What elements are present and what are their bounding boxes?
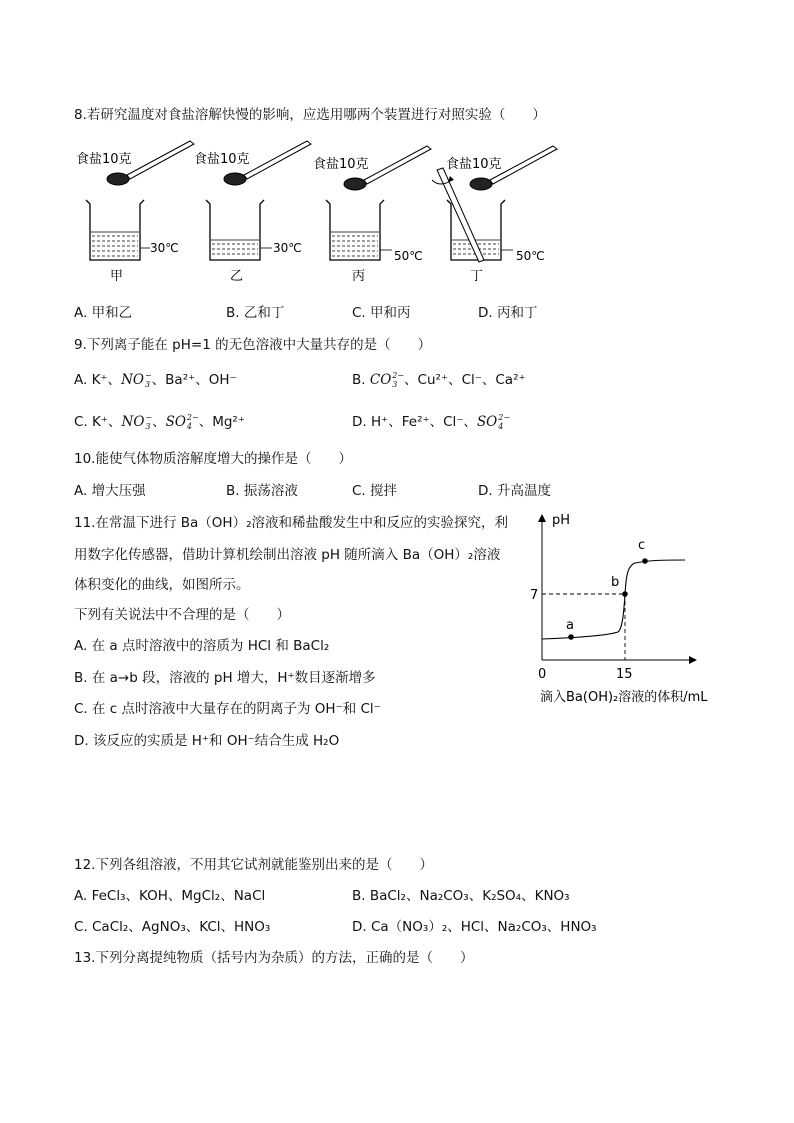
name-ding: 丁 — [470, 269, 484, 284]
spoon-yi — [224, 173, 246, 185]
ion-so4-base-c: SO — [165, 414, 186, 430]
ion-so4-charge-c: 2− — [186, 413, 199, 422]
spoon-ding — [470, 178, 492, 190]
q9-b-prefix: B. — [352, 372, 370, 388]
ion-no3-sub: 3 — [144, 379, 151, 389]
q9-c-mid: 、 — [152, 414, 166, 430]
salt-label-jia: 食盐10克 — [76, 152, 132, 167]
q11-ph-graph — [525, 508, 735, 708]
y-axis-label: pH — [552, 513, 571, 528]
q10-option-a[interactable]: A. 增大压强 — [74, 483, 146, 499]
ph-curve — [542, 560, 685, 639]
q11-option-d[interactable]: D. 该反应的实质是 H⁺和 OH⁻结合生成 H₂O — [74, 733, 340, 749]
setup-jia — [76, 141, 194, 284]
q10-option-c[interactable]: C. 搅拌 — [352, 483, 398, 499]
x-origin: 0 — [538, 667, 547, 682]
point-b-label: b — [611, 575, 620, 590]
temp-bing: 50℃ — [394, 249, 423, 263]
ion-no3-charge: − — [144, 371, 152, 380]
point-a-label: a — [566, 618, 574, 633]
spoon-bing — [344, 178, 366, 190]
temp-yi: 30℃ — [273, 241, 302, 255]
q8-option-a[interactable]: A. 甲和乙 — [74, 305, 133, 321]
q9-option-b[interactable] — [352, 368, 526, 389]
q10-option-d[interactable]: D. 升高温度 — [478, 483, 551, 499]
q9-a-rest: 、Ba²⁺、OH⁻ — [151, 372, 237, 388]
no3-ion — [121, 372, 152, 389]
q9-d-prefix: D. H⁺、Fe²⁺、Cl⁻、 — [352, 414, 477, 430]
so4-ion-d — [477, 414, 510, 431]
salt-label-ding: 食盐10克 — [446, 157, 502, 172]
q12-option-d[interactable]: D. Ca（NO₃）₂、HCl、Na₂CO₃、HNO₃ — [352, 919, 597, 935]
q11-stem-line3: 体积变化的曲线，如图所示。 — [74, 577, 250, 593]
salt-label-yi: 食盐10克 — [194, 152, 250, 167]
q12-stem: 12.下列各组溶液，不用其它试剂就能鉴别出来的是（ ） — [74, 857, 433, 873]
ion-so4-sub-d: 4 — [498, 421, 504, 431]
q8-option-d[interactable]: D. 丙和丁 — [478, 305, 538, 321]
q9-option-a[interactable] — [74, 368, 237, 389]
q9-option-c[interactable] — [74, 410, 245, 431]
ion-no3-base-c: NO — [121, 414, 145, 430]
ion-so4-base-d: SO — [476, 414, 498, 430]
q9-b-rest: 、Cu²⁺、Cl⁻、Ca²⁺ — [404, 372, 526, 388]
ion-so4-sub-c: 4 — [186, 421, 193, 431]
ion-co3-charge: 2− — [392, 371, 405, 380]
q9-option-d[interactable] — [352, 410, 510, 431]
spoon-jia — [107, 173, 129, 185]
q11-stem-line1: 11.在常温下进行 Ba（OH）₂溶液和稀盐酸发生中和反应的实验探究，利 — [74, 515, 508, 531]
ion-so4-charge-d: 2− — [498, 413, 511, 422]
point-c-dot — [642, 558, 648, 564]
q11-option-c[interactable]: C. 在 c 点时溶液中大量存在的阴离子为 OH⁻和 Cl⁻ — [74, 701, 381, 717]
x-axis-caption: 滴入Ba(OH)₂溶液的体积/mL — [540, 690, 708, 705]
ion-no3-sub-c: 3 — [145, 421, 151, 431]
setup-ding — [432, 146, 557, 284]
no3-ion-c — [122, 414, 153, 431]
name-bing: 丙 — [352, 269, 366, 284]
point-a-dot — [568, 634, 574, 640]
q12-option-c[interactable]: C. CaCl₂、AgNO₃、KCl、HNO₃ — [74, 919, 271, 935]
q11-option-a[interactable]: A. 在 a 点时溶液中的溶质为 HCl 和 BaCl₂ — [74, 638, 330, 654]
temp-ding: 50℃ — [516, 249, 545, 263]
q12-option-a[interactable]: A. FeCl₃、KOH、MgCl₂、NaCl — [74, 888, 266, 904]
q8-apparatus-figure — [70, 132, 570, 292]
q8-option-b[interactable]: B. 乙和丁 — [226, 305, 285, 321]
q9-c-prefix: C. K⁺、 — [74, 414, 122, 430]
q8-stem: 8.若研究温度对食盐溶解快慢的影响，应选用哪两个装置进行对照实验（ ） — [74, 107, 546, 123]
name-yi: 乙 — [230, 269, 244, 284]
q12-option-b[interactable]: B. BaCl₂、Na₂CO₃、K₂SO₄、KNO₃ — [352, 888, 570, 904]
ion-no3-charge-c: − — [145, 413, 153, 422]
point-b-dot — [622, 591, 628, 597]
name-jia: 甲 — [110, 269, 124, 284]
q9-stem: 9.下列离子能在 pH=1 的无色溶液中大量共存的是（ ） — [74, 337, 432, 353]
q8-option-c[interactable]: C. 甲和丙 — [352, 305, 411, 321]
ion-no3-base: NO — [121, 372, 144, 388]
x-tick-15: 15 — [616, 667, 633, 682]
q9-c-rest: 、Mg²⁺ — [198, 414, 245, 430]
salt-label-bing: 食盐10克 — [313, 157, 369, 172]
so4-ion-c — [166, 414, 199, 431]
ion-co3-sub: 3 — [392, 379, 398, 389]
q10-option-b[interactable]: B. 振荡溶液 — [226, 483, 298, 499]
setup-bing — [313, 146, 431, 284]
temp-jia: 30℃ — [150, 241, 179, 255]
q13-stem: 13.下列分离提纯物质（括号内为杂质）的方法，正确的是（ ） — [74, 950, 474, 966]
ion-co3-base: CO — [369, 372, 392, 388]
q9-a-prefix: A. K⁺、 — [74, 372, 122, 388]
point-c-label: c — [638, 538, 646, 553]
y-tick-7: 7 — [530, 588, 539, 603]
q11-stem-line4: 下列有关说法中不合理的是（ ） — [74, 607, 290, 623]
q10-stem: 10.能使气体物质溶解度增大的操作是（ ） — [74, 451, 352, 467]
q11-stem-line2: 用数字化传感器，借助计算机绘制出溶液 pH 随所滴入 Ba（OH）₂溶液 — [74, 547, 501, 563]
co3-ion — [370, 372, 404, 389]
q11-option-b[interactable]: B. 在 a→b 段，溶液的 pH 增大，H⁺数目逐渐增多 — [74, 670, 376, 686]
setup-yi — [194, 141, 311, 284]
